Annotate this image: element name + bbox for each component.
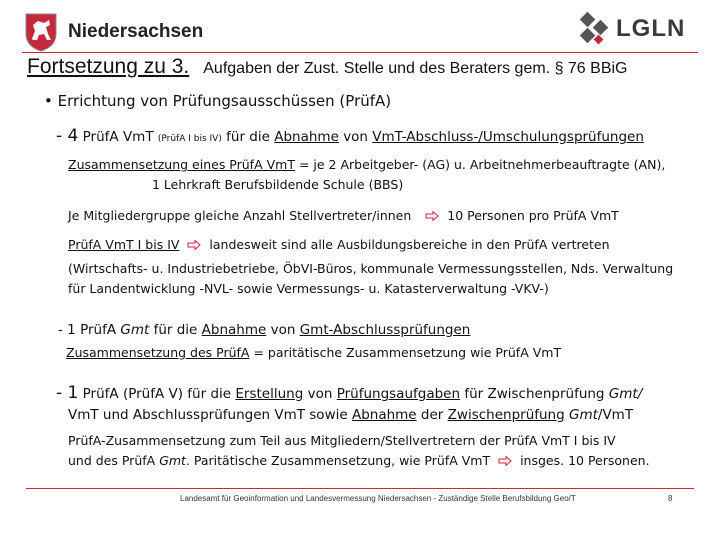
s1-composition bbox=[68, 157, 665, 172]
s1-pruefa-line3: für Landentwicklung -NVL- sowie Vermessungs- u. Katasterverwaltung -VKV-) bbox=[68, 281, 549, 296]
header-divider bbox=[22, 52, 698, 53]
s3-line2 bbox=[68, 407, 633, 423]
s3-l2d: Zwischenprüfung bbox=[447, 407, 565, 423]
s2-f: Gmt-Abschlussprüfungen bbox=[299, 322, 471, 338]
s2-heading bbox=[58, 322, 470, 338]
s2-marker: - 1 bbox=[58, 322, 76, 338]
s1-small: (PrüfA I bis IV) bbox=[157, 134, 222, 144]
bullet-marker: • bbox=[44, 92, 53, 110]
s1-heading bbox=[56, 126, 644, 146]
title-sub: Aufgaben der Zust. Stelle und des Beraters gem. § 76 BBiG bbox=[203, 60, 628, 77]
s1-d: von bbox=[343, 129, 368, 145]
niedersachsen-horse-logo-icon bbox=[24, 12, 58, 52]
niedersachsen-logo bbox=[24, 12, 203, 52]
s2-e: von bbox=[270, 322, 296, 338]
s1-p-text: landesweit sind alle Ausbildungsbereiche in den PrüfA vertreten bbox=[209, 237, 610, 252]
s3-l2a: VmT und Abschlussprüfungen VmT sowie bbox=[68, 407, 348, 423]
page-number: 8 bbox=[668, 494, 673, 503]
s1-c: Abnahme bbox=[274, 129, 339, 145]
s3-l2f: /VmT bbox=[597, 407, 634, 423]
s2-d: Abnahme bbox=[201, 322, 267, 338]
bullet-line bbox=[44, 92, 391, 110]
s3-line3: PrüfA-Zusammensetzung zum Teil aus Mitgliedern/Stellvertretern der PrüfA VmT I bis IV bbox=[68, 433, 616, 448]
s3-l2e: Gmt bbox=[568, 407, 598, 423]
lgln-brand-text: LGLN bbox=[616, 15, 686, 42]
s3-l2b: Abnahme bbox=[351, 407, 417, 423]
footer-text: Landesamt für Geoinformation und Landesvermessung Niedersachsen - Zuständige Stelle Berufsbildung Geo/T bbox=[180, 494, 576, 503]
title-main: Fortsetzung zu 3. bbox=[27, 55, 190, 78]
right-arrow-icon bbox=[498, 456, 512, 466]
s1-marker: - 4 bbox=[56, 126, 79, 146]
s3-c: von bbox=[307, 386, 333, 402]
s3-e: für Zwischenprüfung bbox=[464, 386, 605, 402]
s3-f: Gmt/ bbox=[608, 386, 643, 402]
s1-comp-label: Zusammensetzung eines PrüfA VmT bbox=[68, 157, 295, 172]
s2-b: Gmt bbox=[120, 322, 150, 338]
s1-p-label: PrüfA VmT I bis IV bbox=[68, 237, 180, 252]
s2-comp-text: = paritätische Zusammensetzung wie PrüfA VmT bbox=[253, 345, 562, 360]
niedersachsen-brand-text: Niedersachsen bbox=[68, 21, 204, 42]
s1-e: VmT-Abschluss-/Umschulungsprüfungen bbox=[372, 129, 644, 145]
lgln-logo bbox=[578, 10, 685, 48]
s1-pruefa-line bbox=[68, 237, 610, 252]
s3-l4a: und des PrüfA bbox=[68, 453, 156, 468]
s3-b: Erstellung bbox=[235, 386, 304, 402]
s1-comp-text1: = je 2 Arbeitgeber- (AG) u. Arbeitnehmerbeauftragte (AN), bbox=[298, 157, 666, 172]
s3-heading bbox=[56, 383, 642, 403]
s3-line4 bbox=[68, 453, 650, 468]
s1-member-groups bbox=[68, 208, 619, 223]
s2-composition bbox=[66, 345, 561, 360]
s1-composition-2: 1 Lehrkraft Berufsbildende Schule (BBS) bbox=[152, 177, 404, 192]
s3-marker: - 1 bbox=[56, 383, 79, 403]
s3-l4d: insges. 10 Personen. bbox=[520, 453, 650, 468]
page-title bbox=[27, 55, 628, 79]
s3-l2c: der bbox=[420, 407, 444, 423]
s1-mg-b: 10 Personen pro PrüfA VmT bbox=[447, 208, 619, 223]
s1-mg-a: Je Mitgliedergruppe gleiche Anzahl Stellvertreter/innen bbox=[68, 208, 412, 223]
bullet-text: Errichtung von Prüfungsausschüssen (PrüfA) bbox=[57, 92, 392, 110]
s3-l4b: Gmt bbox=[159, 453, 186, 468]
footer-divider bbox=[26, 488, 694, 489]
s1-a: PrüfA VmT bbox=[82, 129, 154, 145]
s1-b: für die bbox=[226, 129, 270, 145]
lgln-logo-icon bbox=[578, 10, 612, 48]
s2-c: für die bbox=[153, 322, 198, 338]
right-arrow-icon bbox=[425, 211, 439, 221]
right-arrow-icon bbox=[187, 240, 201, 250]
s3-d: Prüfungsaufgaben bbox=[336, 386, 461, 402]
s2-comp-label: Zusammensetzung des PrüfA bbox=[66, 345, 250, 360]
s3-l4c: . Paritätische Zusammensetzung, wie PrüfA VmT bbox=[185, 453, 491, 468]
s2-a: PrüfA bbox=[80, 322, 117, 338]
s3-a: PrüfA (PrüfA V) für die bbox=[82, 386, 232, 402]
s1-pruefa-line2: (Wirtschafts- u. Industriebetriebe, ÖbVI-Büros, kommunale Vermessungsstellen, Nds. Verwaltung bbox=[68, 261, 674, 276]
